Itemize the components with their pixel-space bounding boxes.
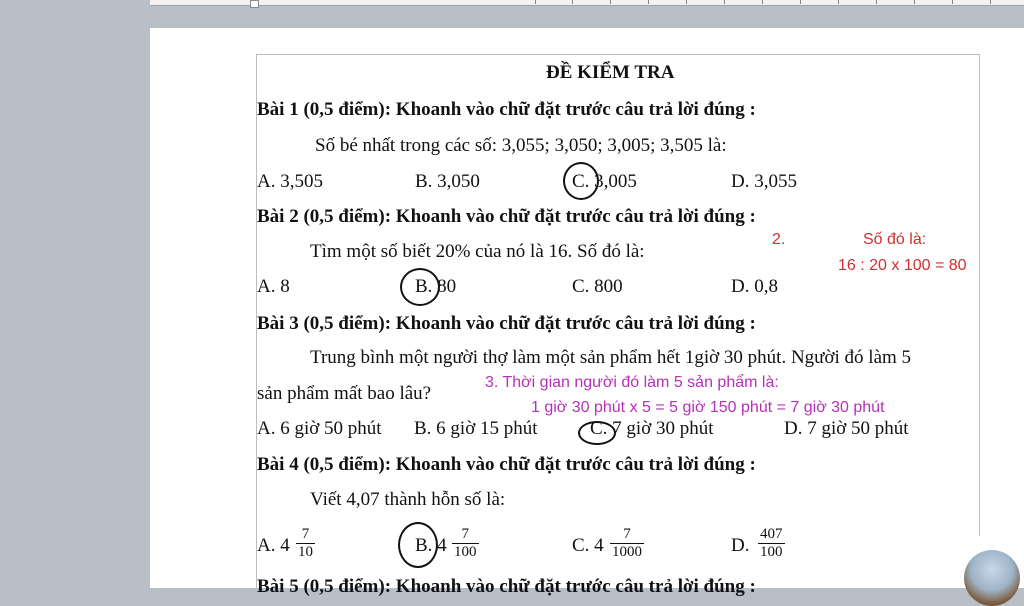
- q1-option-d: D. 3,055: [731, 171, 797, 192]
- q4-prompt: Viết 4,07 thành hỗn số là:: [310, 489, 506, 510]
- fraction-denominator: 1000: [612, 544, 642, 560]
- fraction-numerator: 407: [760, 526, 783, 542]
- q3-option-c: C. 7 giờ 30 phút: [590, 418, 714, 439]
- ruler-tick: [610, 0, 611, 4]
- q3-option-b: B. 6 giờ 15 phút: [414, 418, 538, 439]
- q1-option-c: C. 3,005: [572, 171, 637, 192]
- ruler-tick: [838, 0, 839, 4]
- q2-option-c: C. 800: [572, 276, 623, 297]
- page-title: ĐỀ KIỂM TRA: [546, 62, 675, 83]
- fraction-denominator: 100: [454, 544, 477, 560]
- q2-annotation-line2: 16 : 20 x 100 = 80: [838, 257, 967, 274]
- q4-option-c-label: C. 4: [572, 535, 604, 556]
- q2-heading: Bài 2 (0,5 điểm): Khoanh vào chữ đặt trước câu trả lời đúng :: [257, 206, 756, 227]
- ruler-tick: [648, 0, 649, 4]
- q3-option-d: D. 7 giờ 50 phút: [784, 418, 909, 439]
- avatar-image: [964, 550, 1020, 606]
- q4-option-d-label: D.: [731, 535, 750, 556]
- horizontal-ruler[interactable]: [150, 0, 1024, 6]
- q2-option-a: A. 8: [257, 276, 290, 297]
- ruler-tick: [686, 0, 687, 4]
- q1-heading: Bài 1 (0,5 điểm): Khoanh vào chữ đặt trước câu trả lời đúng :: [257, 99, 756, 120]
- fraction-denominator: 10: [298, 544, 313, 560]
- fraction-numerator: 7: [623, 526, 631, 542]
- answer-circle-q3: [578, 421, 616, 445]
- fraction-denominator: 100: [760, 544, 783, 560]
- answer-circle-q1: [563, 162, 599, 200]
- q2-annotation-number: 2.: [772, 231, 786, 248]
- q5-heading-partial: Bài 5 (0,5 điểm): Khoanh vào chữ đặt trước câu trả lời đúng :: [257, 576, 756, 597]
- q4-option-b-fraction: [452, 526, 479, 561]
- q1-option-b: B. 3,050: [415, 171, 480, 192]
- q3-option-a: A. 6 giờ 50 phút: [257, 418, 382, 439]
- ruler-tick: [724, 0, 725, 4]
- q4-option-c-fraction: [610, 526, 644, 561]
- q2-option-d: D. 0,8: [731, 276, 778, 297]
- ruler-tick: [800, 0, 801, 4]
- user-avatar[interactable]: [954, 536, 1024, 588]
- q4-heading: Bài 4 (0,5 điểm): Khoanh vào chữ đặt trước câu trả lời đúng :: [257, 454, 756, 475]
- q3-prompt-line1: Trung bình một người thợ làm một sản phẩm hết 1giờ 30 phút. Người đó làm 5: [310, 347, 912, 368]
- ruler-tick: [876, 0, 877, 4]
- answer-circle-q2: [400, 268, 440, 306]
- ruler-tick: [535, 0, 536, 4]
- q3-heading: Bài 3 (0,5 điểm): Khoanh vào chữ đặt trước câu trả lời đúng :: [257, 313, 756, 334]
- fraction-numerator: 7: [301, 526, 310, 542]
- ruler-tick: [914, 0, 915, 4]
- q2-prompt: Tìm một số biết 20% của nó là 16. Số đó là:: [310, 241, 645, 262]
- q3-annotation-line1: 3. Thời gian người đó làm 5 sản phẩm là:: [485, 374, 779, 391]
- q4-option-b-label: B. 4: [415, 535, 447, 556]
- ruler-tick: [762, 0, 763, 4]
- q1-prompt: Số bé nhất trong các số: 3,055; 3,050; 3,005; 3,505 là:: [315, 135, 727, 156]
- q3-prompt-line2: sản phẩm mất bao lâu?: [257, 383, 432, 404]
- q4-option-d-fraction: [758, 526, 785, 561]
- q3-annotation-line2: 1 giờ 30 phút x 5 = 5 giờ 150 phút = 7 giờ 30 phút: [531, 399, 885, 416]
- q2-option-b: B. 80: [415, 276, 457, 297]
- answer-circle-q4: [398, 522, 438, 568]
- q4-option-a-fraction: [296, 526, 315, 561]
- ruler-indent-marker[interactable]: [250, 0, 259, 8]
- q4-option-a-label: A. 4: [257, 535, 290, 556]
- ruler-tick: [952, 0, 953, 4]
- ruler-tick: [990, 0, 991, 4]
- fraction-numerator: 7: [461, 526, 469, 542]
- ruler-tick: [572, 0, 573, 4]
- q2-annotation-line1: Số đó là:: [863, 231, 927, 248]
- q1-option-a: A. 3,505: [257, 171, 323, 192]
